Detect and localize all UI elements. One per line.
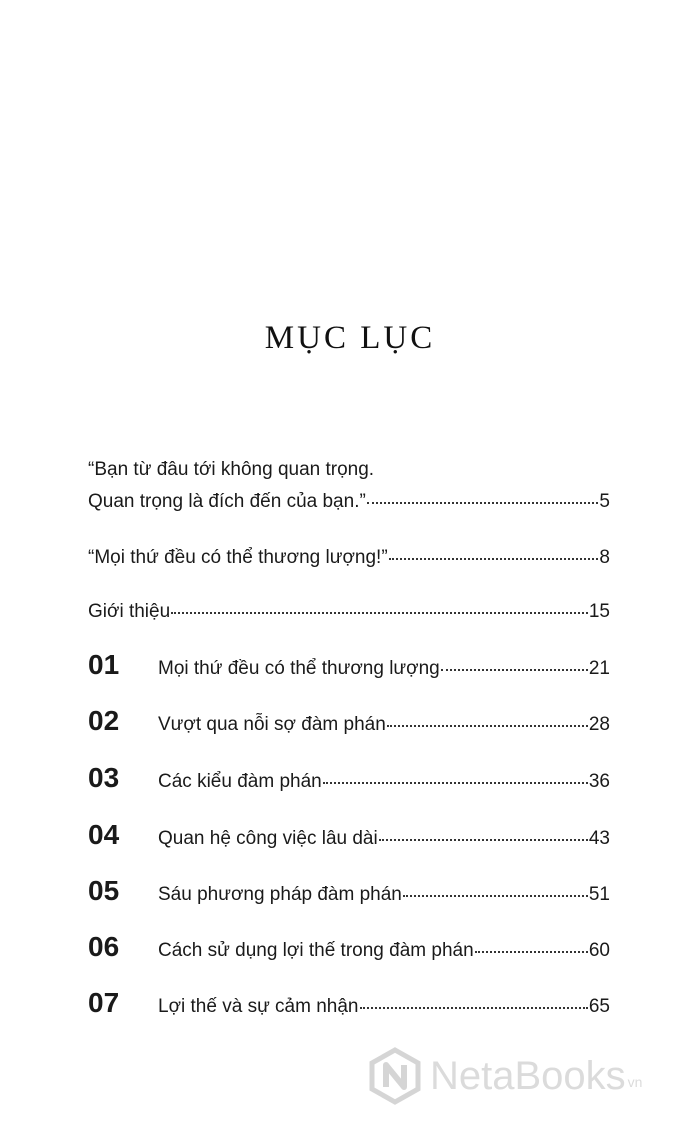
toc-chapter[interactable]: [88, 875, 610, 907]
intro-quote-line1: “Bạn từ đâu tới không quan trọng.: [88, 459, 375, 480]
toc-chapter[interactable]: [88, 762, 610, 794]
leader-dots: [475, 951, 588, 953]
entry-label: “Mọi thứ đều có thể thương lượng!”: [88, 547, 388, 568]
chapter-label: Lợi thế và sự cảm nhận: [158, 996, 359, 1017]
page-number: 65: [588, 996, 610, 1017]
chapter-number: 05: [88, 875, 120, 906]
page-number: 51: [588, 884, 610, 905]
toc-entry[interactable]: [88, 600, 610, 624]
chapter-label: Các kiểu đàm phán: [158, 771, 322, 792]
page-number: 43: [588, 828, 610, 849]
chapter-number: 06: [88, 931, 120, 962]
leader-dots: [387, 725, 588, 727]
page-title: MỤC LỤC: [264, 320, 436, 356]
page-number: 28: [588, 714, 610, 735]
leader-dots: [379, 839, 588, 841]
toc-entry-intro-quote[interactable]: [88, 490, 610, 514]
chapter-number: 02: [88, 705, 120, 736]
leader-dots: [360, 1007, 588, 1009]
toc-chapter[interactable]: [88, 987, 610, 1019]
chapter-label: Quan hệ công việc lâu dài: [158, 828, 378, 849]
leader-dots: [367, 502, 599, 504]
leader-dots: [441, 669, 588, 671]
page-number: 21: [588, 658, 610, 679]
watermark-brand: NetaBooks: [430, 1053, 626, 1098]
toc-entry[interactable]: [88, 546, 610, 570]
chapter-number: 03: [88, 762, 120, 793]
entry-label: Giới thiệu: [88, 601, 171, 622]
chapter-number: 04: [88, 819, 120, 850]
toc-chapter[interactable]: [88, 819, 610, 851]
leader-dots: [403, 895, 588, 897]
intro-quote-line2: Quan trọng là đích đến của bạn.”: [88, 491, 366, 512]
watermark-suffix: vn: [627, 1074, 643, 1090]
leader-dots: [389, 558, 599, 560]
leader-dots: [171, 612, 588, 614]
page-number: 36: [588, 771, 610, 792]
page-number: 8: [599, 547, 610, 568]
chapter-label: Sáu phương pháp đàm phán: [158, 884, 402, 905]
toc-chapter[interactable]: [88, 705, 610, 737]
page-number: 60: [588, 940, 610, 961]
toc-chapter[interactable]: [88, 931, 610, 963]
chapter-number: 07: [88, 987, 120, 1018]
watermark: [366, 1047, 642, 1105]
page-number: 5: [599, 491, 610, 512]
page-number: 15: [588, 601, 610, 622]
chapter-number: 01: [88, 649, 120, 680]
netabooks-logo-icon: [366, 1047, 424, 1105]
leader-dots: [323, 782, 588, 784]
chapter-label: Cách sử dụng lợi thế trong đàm phán: [158, 940, 474, 961]
toc-chapter[interactable]: [88, 649, 610, 681]
chapter-label: Vượt qua nỗi sợ đàm phán: [158, 714, 386, 735]
chapter-label: Mọi thứ đều có thể thương lượng: [158, 658, 440, 679]
